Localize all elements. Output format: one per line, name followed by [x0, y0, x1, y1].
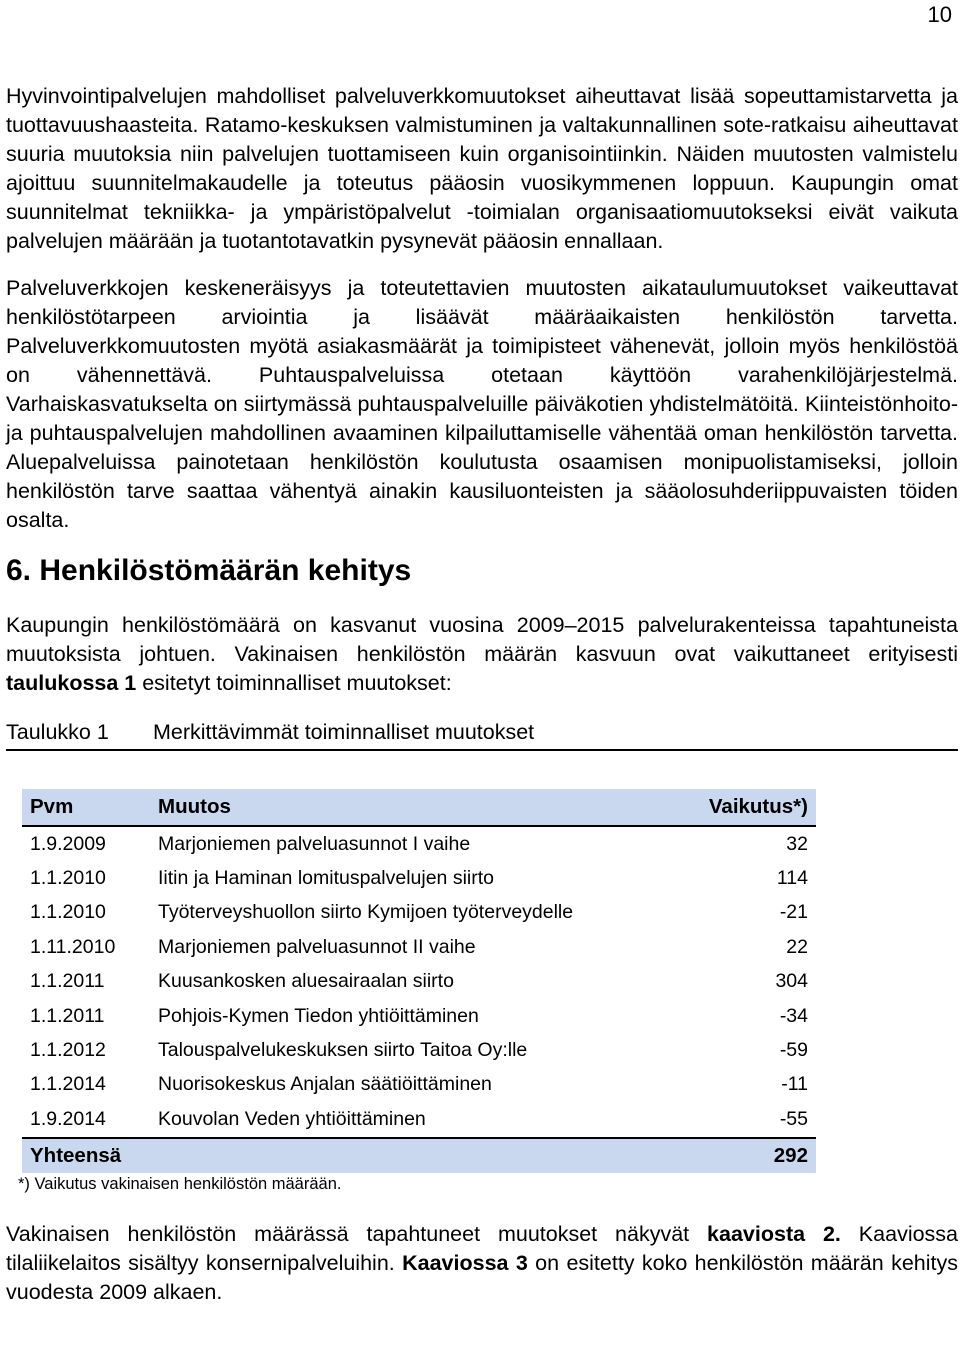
cell-date: 1.1.2011 [30, 970, 105, 993]
chart-reference: Kaaviossa 3 [402, 1250, 528, 1275]
section-number: 6. [6, 554, 32, 587]
cell-change: Marjoniemen palveluasunnot I vaihe [158, 832, 471, 855]
cell-change: Talouspalvelukeskuksen siirto Taitoa Oy:lle [158, 1039, 528, 1062]
cell-date: 1.1.2012 [30, 1039, 106, 1062]
document-body [6, 82, 958, 1307]
table-row [22, 965, 816, 999]
cell-change: Kouvolan Veden yhtiöittäminen [158, 1107, 426, 1130]
table-row [22, 861, 816, 895]
cell-change: Marjoniemen palveluasunnot II vaihe [158, 935, 476, 958]
cell-date: 1.11.2010 [30, 935, 116, 958]
table-caption-number: Taulukko 1 [6, 720, 109, 744]
section-title: Henkilöstömäärän kehitys [39, 554, 412, 587]
cell-effect: 22 [786, 935, 808, 958]
total-value: 292 [676, 1138, 816, 1173]
cell-effect: -11 [781, 1073, 808, 1096]
column-header-effect: Vaikutus*) [676, 789, 816, 826]
paragraph-service-network: Hyvinvointipalvelujen mahdolliset palveluverkkomuutokset aiheuttavat lisää sopeuttamistarvetta ja tuottavuushaasteita. Ratamo-keskuksen valmistuminen ja valtakunnallinen sote-ratkaisu aiheuttavat suuria muutoksia niin palvelujen tuottamiseen kuin organisointiinkin. Näiden muutosten valmistelu ajoittuu suunnitelmakaudelle ja toteutus pääosin vuosikymmenen loppuun. Kaupungin omat suunnitelmat tekniikka- ja ympäristöpalvelut -toimialan organisaatiomuutokseksi eivät vaikuta palvelujen määrään ja tuotantotavatkin pysynevät pääosin ennallaan. [6, 84, 958, 253]
cell-date: 1.1.2014 [30, 1073, 106, 1096]
cell-effect: -34 [779, 1004, 808, 1027]
paragraph-text: esitetyt toiminnalliset muutokset: [136, 671, 452, 695]
cell-effect: 32 [786, 832, 808, 855]
cell-effect: 304 [775, 970, 808, 993]
cell-change: Kuusankosken aluesairaalan siirto [158, 970, 454, 993]
paragraph-text: on esitetty koko henkilöstön määrän kehitys vuodesta 2009 alkaen. [6, 1250, 958, 1304]
paragraph-chart-references [6, 1220, 958, 1307]
paragraph-text: Vakinaisen henkilöstön määrässä tapahtuneet muutokset näkyvät [6, 1221, 708, 1246]
cell-effect: -55 [779, 1107, 808, 1130]
column-header-change: Muutos [150, 789, 676, 826]
cell-date: 1.1.2010 [30, 901, 106, 924]
cell-date: 1.9.2009 [30, 832, 106, 855]
total-label: Yhteensä [22, 1138, 676, 1173]
section-heading [6, 553, 958, 589]
cell-date: 1.1.2010 [30, 867, 106, 890]
column-header-date: Pvm [22, 789, 150, 826]
table-row [22, 999, 816, 1033]
table-reference: taulukossa 1 [6, 671, 137, 695]
page-number: 10 [927, 2, 952, 27]
cell-change: Pohjois-Kymen Tiedon yhtiöittäminen [158, 1004, 479, 1027]
cell-effect: 114 [776, 867, 808, 890]
table-caption [6, 720, 958, 751]
cell-change: Iitin ja Haminan lomituspalvelujen siirto [158, 867, 494, 890]
table-row [22, 930, 816, 964]
paragraph-text: Kaupungin henkilöstömäärä on kasvanut vuosina 2009–2015 palvelurakenteissa tapahtuneista muutoksista johtuen. Vakinaisen henkilöstön määrän kasvuun ovat vaikuttaneet erityisesti [6, 613, 958, 666]
paragraph-staff-growth [6, 611, 958, 698]
cell-effect: -59 [779, 1039, 808, 1062]
table-row [22, 826, 816, 861]
table-row [22, 1033, 816, 1067]
table-total-row [22, 1138, 816, 1173]
cell-date: 1.9.2014 [30, 1107, 106, 1130]
cell-change: Työterveyshuollon siirto Kymijoen työterveydelle [158, 901, 574, 924]
paragraph-staffing-needs: Palveluverkkojen keskeneräisyys ja toteutettavien muutosten aikataulumuutokset vaikeuttavat henkilöstötarpeen arviointia ja lisäävät määräaikaisten henkilöstön tarvetta. Palveluverkkomuutosten myötä asiakasmäärät ja toimipisteet vähenevät, jolloin myös henkilöstöä on vähennettävä. Puhtauspalveluissa otetaan käyttöön varahenkilöjärjestelmä. Varhaiskasvatukselta on siirtymässä puhtauspalveluille päiväkotien yhdistelmätöitä. Kiinteistönhoito- ja puhtauspalvelujen mahdollinen avaaminen kilpailuttamiselle vähentää oman henkilöstön tarvetta. Aluepalveluissa painotetaan henkilöstön koulutusta osaamisen monipuolistamiseksi, jolloin henkilöstön tarve saattaa vähentyä ainakin kausiluonteisten ja sääolosuhderiippuvaisten töiden osalta. [6, 276, 958, 532]
chart-reference: kaaviosta 2. [707, 1221, 841, 1246]
changes-table [22, 789, 816, 1173]
paragraph-text: Kaaviossa tilaliikelaitos sisältyy konsernipalveluihin. [6, 1221, 959, 1275]
table-row [22, 1068, 816, 1102]
cell-change: Nuorisokeskus Anjalan säätiöittäminen [158, 1073, 492, 1096]
cell-effect: -21 [779, 901, 808, 924]
table-row [22, 1102, 816, 1137]
table-row [22, 896, 816, 930]
table-header-row [22, 789, 816, 826]
table-footnote: *) Vaikutus vakinaisen henkilöstön määrään. [18, 1174, 342, 1193]
cell-date: 1.1.2011 [30, 1004, 105, 1027]
table-caption-title: Merkittävimmät toiminnalliset muutokset [153, 720, 535, 744]
